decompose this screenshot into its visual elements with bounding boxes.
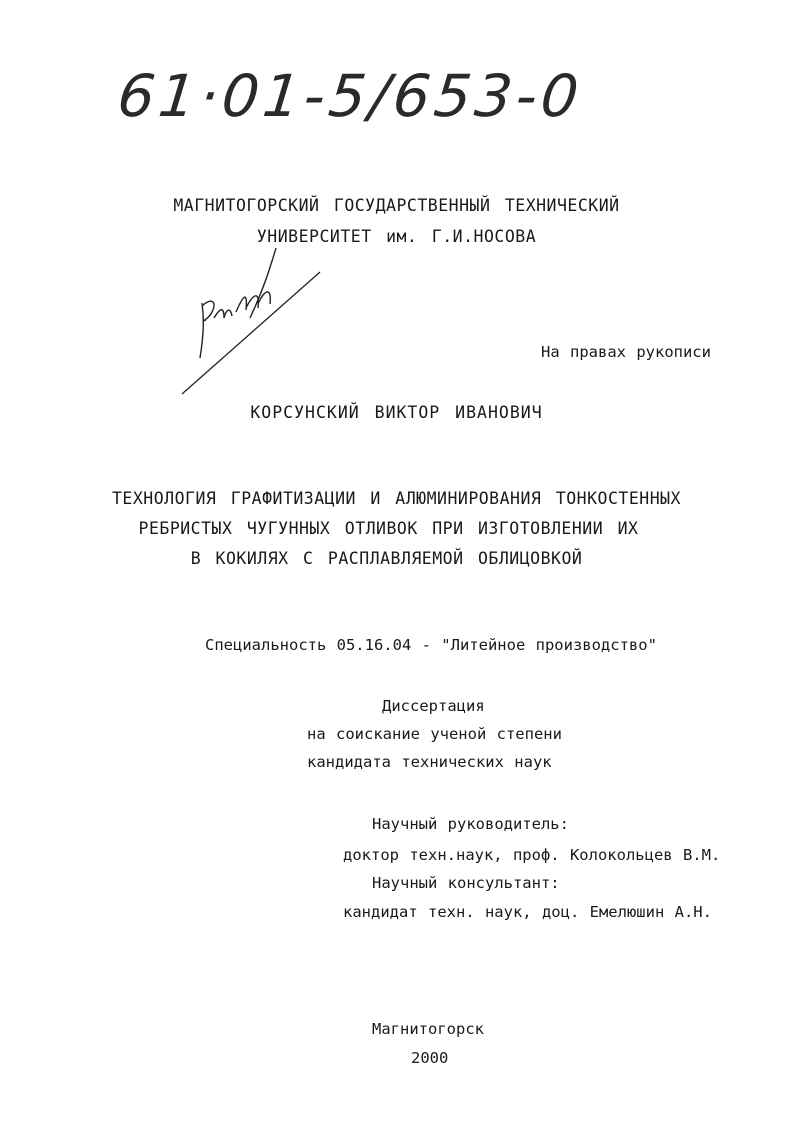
- university-line-2: УНИВЕРСИТЕТ им. Г.И.НОСОВА: [256, 227, 537, 246]
- title-line-2: РЕБРИСТЫХ ЧУГУННЫХ ОТЛИВОК ПРИ ИЗГОТОВЛЕНИИ ИХ: [138, 519, 639, 538]
- specialty: Специальность 05.16.04 - "Литейное производство": [205, 636, 657, 654]
- consultant-name: кандидат техн. наук, доц. Емелюшин А.Н.: [343, 903, 712, 921]
- university-line-1: МАГНИТОГОРСКИЙ ГОСУДАРСТВЕННЫЙ ТЕХНИЧЕСКИЙ: [173, 196, 620, 215]
- author-name: КОРСУНСКИЙ ВИКТОР ИВАНОВИЧ: [250, 403, 543, 422]
- dissertation-line-2: на соискание ученой степени: [307, 725, 562, 743]
- consultant-label: Научный консультант:: [372, 874, 560, 892]
- city: Магнитогорск: [372, 1020, 484, 1038]
- title-line-1: ТЕХНОЛОГИЯ ГРАФИТИЗАЦИИ И АЛЮМИНИРОВАНИЯ ТОНКОСТЕННЫХ: [112, 489, 681, 508]
- title-line-3: В КОКИЛЯХ С РАСПЛАВЛЯЕМОЙ ОБЛИЦОВКОЙ: [190, 549, 583, 568]
- supervisor-label: Научный руководитель:: [372, 815, 569, 833]
- dissertation-line-3: кандидата технических наук: [307, 753, 552, 771]
- dissertation-line-1: Диссертация: [382, 697, 485, 715]
- year: 2000: [411, 1049, 449, 1067]
- manuscript-note: На правах рукописи: [541, 343, 711, 361]
- supervisor-name: доктор техн.наук, проф. Колокольцев В.М.: [343, 846, 721, 864]
- handwritten-archive-code: 61·01-5/653-0: [114, 62, 586, 130]
- signature-mark: [180, 248, 330, 398]
